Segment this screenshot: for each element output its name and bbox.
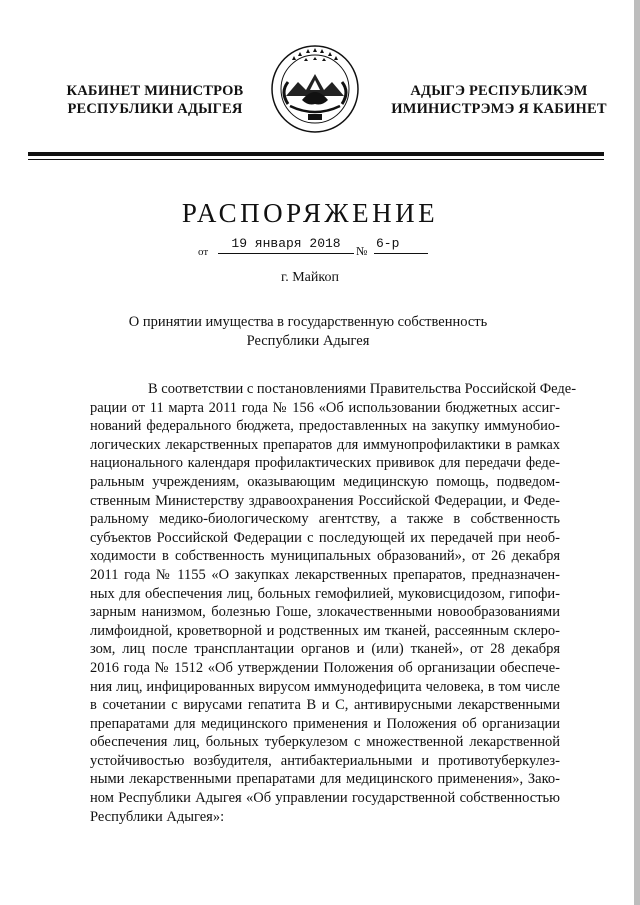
- subject-line-1: О принятии имущества в государственную собственность: [128, 314, 488, 330]
- body-line-24: Республики Адыгея»:: [90, 808, 225, 825]
- body-line-17: ния лиц, инфицированных вирусом иммунодефицита человека, в том числе: [90, 678, 560, 695]
- body-line-23: ном Республики Адыгея «Об управлении государственной собственностью: [90, 790, 560, 807]
- document-number: 6-р: [374, 236, 428, 254]
- coat-of-arms-icon: [270, 44, 360, 134]
- date-prefix: от: [198, 246, 209, 258]
- header-right-line-1: АДЫГЭ РЕСПУБЛИКЭМ: [410, 83, 588, 99]
- body-line-6: ральным учреждениям, оказывающим медицинскую помощь, подведом-: [90, 473, 560, 490]
- header-left-line-1: КАБИНЕТ МИНИСТРОВ: [66, 83, 244, 99]
- header-rule-thick: [28, 152, 604, 156]
- header-left-line-2: РЕСПУБЛИКИ АДЫГЕЯ: [67, 101, 243, 117]
- document-date: 19 января 2018: [218, 236, 354, 254]
- page-edge-shadow: [634, 0, 640, 905]
- body-line-4: логических лекарственных препаратов для иммунопрофилактики в рамках: [90, 436, 560, 453]
- body-line-20: обеспечения лиц, больных туберкулезом с множественной лекарственной: [90, 734, 560, 751]
- body-line-7: ственным Министерству здравоохранения Российской Федерации, и Феде-: [90, 492, 560, 509]
- document-city: г. Майкоп: [281, 270, 339, 285]
- number-sign: №: [356, 244, 368, 258]
- body-line-5: национального календаря профилактических прививок для передачи феде-: [90, 455, 560, 472]
- document-body: [90, 380, 577, 826]
- header-left-block: [60, 82, 250, 118]
- body-line-12: ных для обеспечения лиц, больных гемофилией, муковисцидозом, гипофи-: [90, 585, 560, 602]
- subject-line-2: Республики Адыгея: [246, 333, 370, 349]
- body-line-21: устойчивостью возбудителя, антибактериальными и противотуберкулез-: [90, 752, 560, 769]
- body-line-11: 2011 года № 1155 «О закупках лекарственных препаратов, предназначен-: [90, 566, 560, 583]
- body-line-22: ными лекарственными препаратами для медицинского применения», Зако-: [90, 771, 560, 788]
- header-rule-thin: [28, 159, 604, 160]
- body-line-1: В соответствии с постановлениями Правительства Российской Феде-: [148, 381, 577, 397]
- header-right-line-2: ИМИНИСТРЭМЭ Я КАБИНЕТ: [391, 101, 607, 117]
- body-line-14: лимфоидной, кроветворной и родственных им тканей, рассеянным склеро-: [90, 622, 560, 639]
- body-line-15: зом, лиц после трансплантации органов и (или) тканей», от 28 декабря: [90, 641, 560, 658]
- body-line-18: в сочетании с вирусами гепатита В и С, антивирусными лекарственными: [90, 697, 560, 714]
- document-title: РАСПОРЯЖЕНИЕ: [181, 198, 439, 228]
- body-line-8: ральному медико-биологическому агентству, а также в собственность: [90, 511, 560, 528]
- body-line-3: нований федерального бюджета, предоставленных на закупку иммунобио-: [90, 418, 560, 435]
- body-line-9: субъектов Российской Федерации с последующей их передачей при необ-: [90, 529, 560, 546]
- body-line-2: рации от 11 марта 2011 года № 156 «Об использовании бюджетных ассиг-: [90, 399, 560, 416]
- body-line-19: препаратами для медицинского применения и Положения об организации: [90, 715, 560, 732]
- body-line-16: 2016 года № 1512 «Об утверждении Положения об организации обеспече-: [90, 659, 560, 676]
- body-line-10: ходимости в собственность муниципальных образований», от 26 декабря: [90, 548, 560, 565]
- body-line-13: зарным нанизмом, болезнью Гоше, злокачественными новообразованиями: [90, 604, 560, 621]
- document-subject: [100, 313, 516, 351]
- header-right-block: [384, 82, 614, 118]
